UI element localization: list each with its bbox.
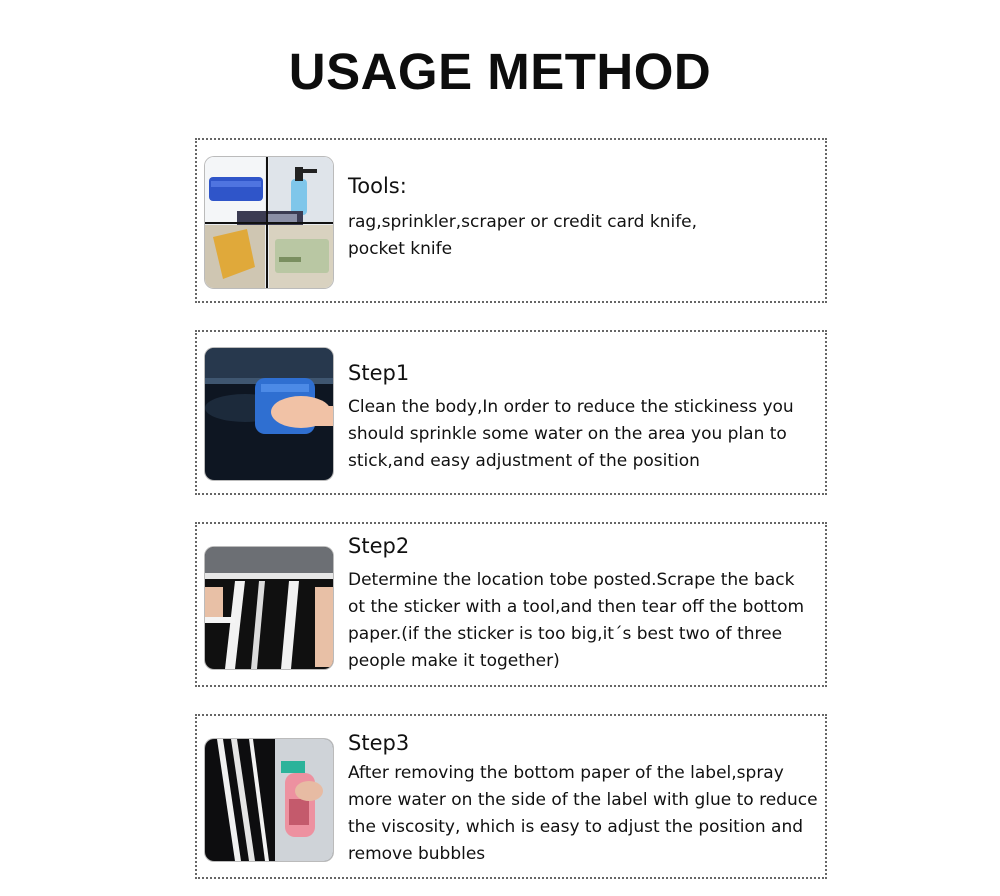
step3-image xyxy=(205,739,333,861)
step2-heading: Step2 xyxy=(348,534,410,558)
step3-card xyxy=(195,714,827,879)
text-line: pocket knife xyxy=(348,239,453,259)
text-line: paper.(if the sticker is too big,it´s best two of three xyxy=(348,624,783,644)
step1-text xyxy=(348,394,824,475)
step2-card xyxy=(195,522,827,687)
step1-heading: Step1 xyxy=(348,361,410,385)
text-line: should sprinkle some water on the area you plan to xyxy=(348,424,787,444)
text-line: ot the sticker with a tool,and then tear off the bottom xyxy=(348,597,805,617)
text-line: Determine the location tobe posted.Scrape the back xyxy=(348,570,795,590)
tools-text xyxy=(348,209,824,263)
step1-image xyxy=(205,348,333,480)
tools-image xyxy=(205,157,333,288)
text-line: more water on the side of the label with glue to reduce xyxy=(348,790,818,810)
text-line: Clean the body,In order to reduce the stickiness you xyxy=(348,397,794,417)
text-line: rag,sprinkler,scraper or credit card knife, xyxy=(348,212,698,232)
text-line: stick,and easy adjustment of the position xyxy=(348,451,700,471)
text-line: After removing the bottom paper of the label,spray xyxy=(348,763,784,783)
tools-heading: Tools: xyxy=(348,174,407,198)
step2-text xyxy=(348,567,824,675)
text-line: people make it together) xyxy=(348,651,560,671)
text-line: remove bubbles xyxy=(348,844,486,864)
step3-text xyxy=(348,760,824,868)
step3-heading: Step3 xyxy=(348,731,410,755)
step1-card xyxy=(195,330,827,495)
page-title: USAGE METHOD xyxy=(288,43,712,100)
text-line: the viscosity, which is easy to adjust the position and xyxy=(348,817,804,837)
step2-image xyxy=(205,547,333,669)
tools-card xyxy=(195,138,827,303)
